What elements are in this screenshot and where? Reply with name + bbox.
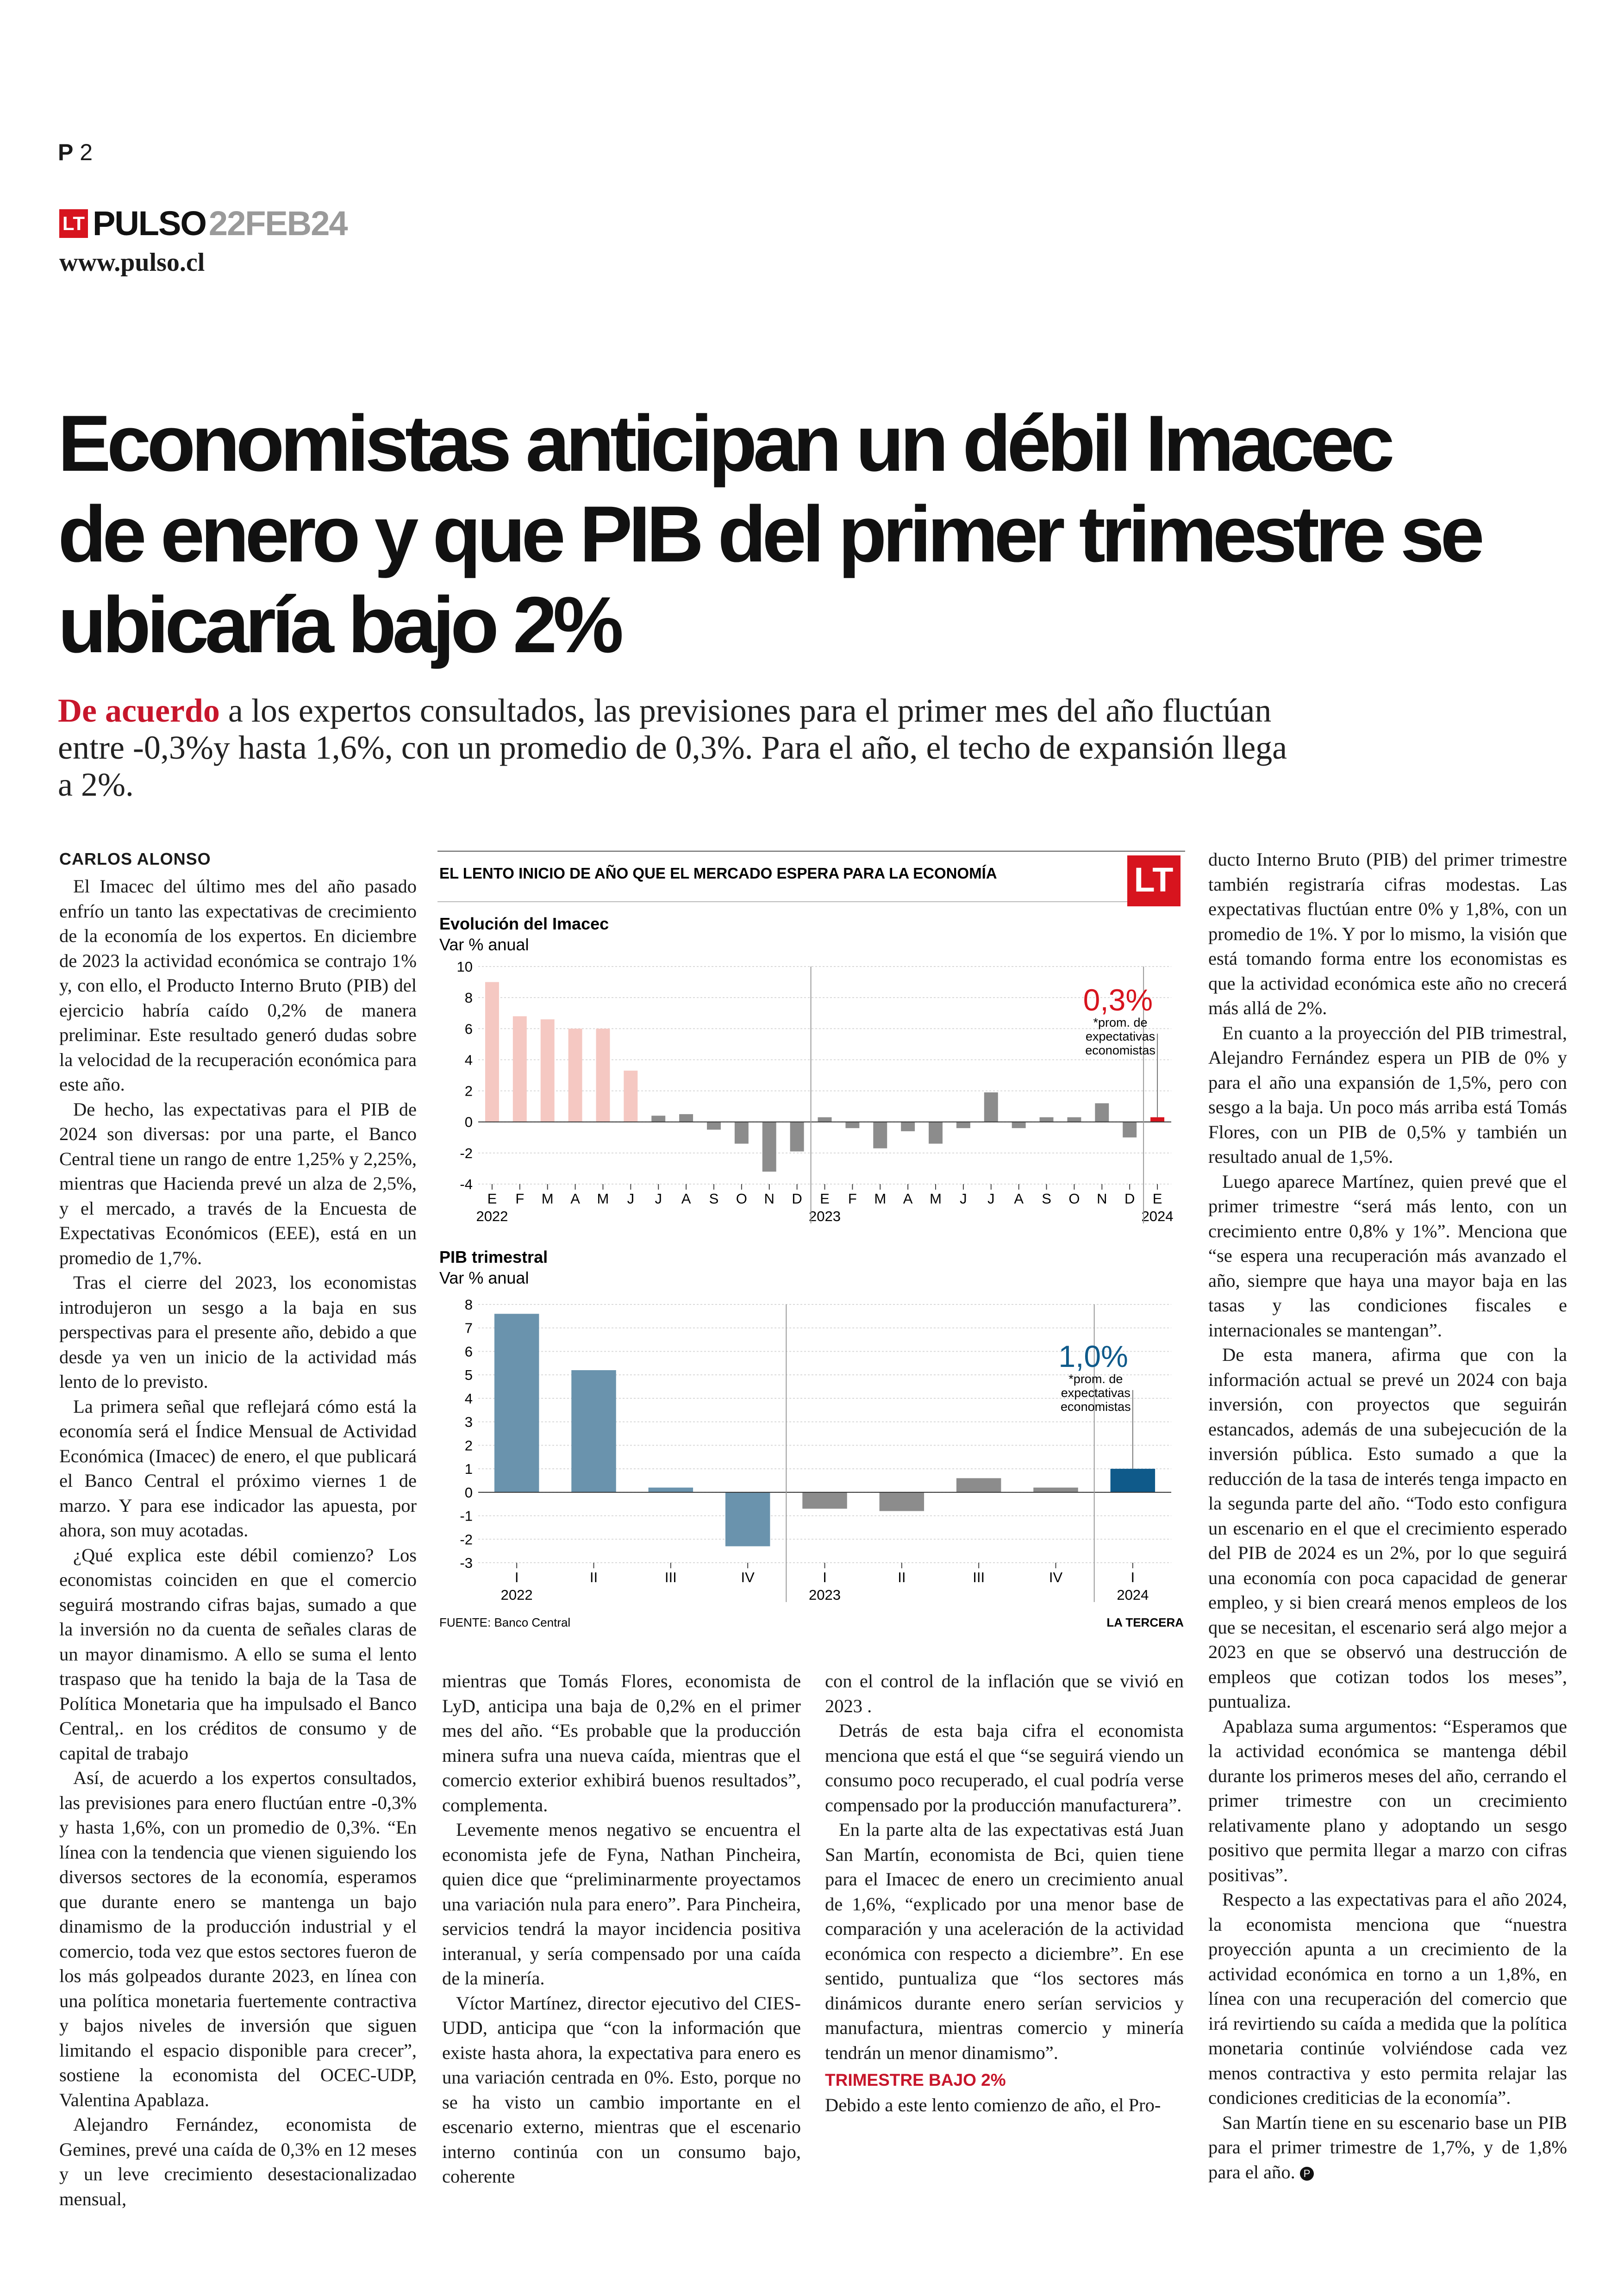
x-tick-label: F [848, 1191, 857, 1207]
bar [956, 1478, 1001, 1492]
x-tick-label: O [736, 1191, 747, 1207]
x-tick-label: J [655, 1191, 662, 1207]
x-tick-label: M [541, 1191, 554, 1207]
byline: CARLOS ALONSO [59, 849, 211, 868]
x-tick-label: I [1131, 1569, 1135, 1585]
x-tick-label: S [1042, 1191, 1051, 1207]
bar [568, 1029, 582, 1122]
x-tick-label: N [1097, 1191, 1107, 1207]
x-tick-label: F [515, 1191, 525, 1207]
x-tick-label: III [664, 1569, 677, 1585]
y-tick-label: 10 [456, 959, 473, 975]
paragraph: En cuanto a la proyección del PIB trimestral, Alejandro Fernández espera un PIB de 0% y para el año una expansión de 1,5%, pero con sesgo a la baja. Un poco más arriba está Tomás Flores, con un PIB de 0,5% y también un resultado anual de 1,5%. [1208, 1022, 1567, 1167]
y-tick-label: 7 [464, 1320, 473, 1336]
bar [873, 1122, 887, 1148]
x-tick-label: I [823, 1569, 827, 1585]
source-note: FUENTE: Banco Central [439, 1615, 571, 1629]
x-tick-label: II [589, 1569, 598, 1585]
y-tick-label: 2 [464, 1437, 473, 1454]
year-label: 2023 [809, 1587, 841, 1603]
paragraph: Detrás de esta baja cifra el economista menciona que está el que “se seguirá viendo un consumo poco recuperado, el cual podría verse compensado por la producción manufacturera”. [825, 1720, 1184, 1815]
x-tick-label: IV [1049, 1569, 1063, 1585]
x-tick-label: A [570, 1191, 580, 1207]
paragraph: De esta manera, afirma que con la información actual se prevé un 2024 con baja inversión, con proyectos que seguirán estancados, además de una subejecución de la inversión pública. Esto sumado a que la reducción de la tasa de interés tenga impacto en la segunda parte del año. “Todo esto configura un escenario en el que el crecimiento esperado del PIB de 2024 es un 2%, por lo que seguirá una economía con poca capacidad de generar empleo, y si bien creará menos empleos de los que se necesitan, el escenario será algo mejor a 2023 en que se observó una destrucción de empleos que cotizan todos los meses”, puntualiza. [1208, 1344, 1567, 1712]
chart-1-ylabel: Var % anual [439, 935, 529, 954]
chart-2-title: PIB trimestral [439, 1247, 548, 1266]
annotation-note: *prom. de [1093, 1016, 1148, 1029]
paragraph: San Martín tiene en su escenario base un PIB para el primer trimestre de 1,7%, y de 1,8% para el año. P [1208, 2112, 1567, 2183]
bar [818, 1117, 832, 1122]
bar [725, 1492, 770, 1547]
bar [1067, 1117, 1081, 1122]
x-tick-label: III [973, 1569, 985, 1585]
y-tick-label: -2 [460, 1531, 473, 1548]
x-tick-label: J [627, 1191, 635, 1207]
graphic-logo-text: LT [1134, 861, 1174, 899]
end-of-article-icon: P [1300, 2167, 1314, 2181]
bar [1012, 1122, 1026, 1128]
year-label: 2024 [1141, 1208, 1174, 1224]
masthead [59, 204, 347, 243]
bar [1033, 1488, 1078, 1492]
paragraph: En la parte alta de las expectativas está Juan San Martín, economista de Bci, quien tiene para el Imacec de enero un crecimiento anual de 1,6%, “explicado por una menor base de comparación y una aceleración de la actividad económica con respecto a diciembre”. En ese sentido, puntualiza que “los sectores más dinámicos durante enero serían servicios y manufactura, mientras comercio y minería tendrán un menor dinamismo”. [825, 1819, 1184, 2063]
x-tick-label: D [1124, 1191, 1135, 1207]
paragraph: ¿Qué explica este débil comienzo? Los economistas coinciden en que el comercio seguirá mostrando cifras bajas, sumado a que la inversión no da cuenta de señales claras de un mayor dinamismo. A ello se suma el lento traspaso que ha tenido la baja de la Tasa de Política Monetaria que ha impulsado el Banco Central,. en los créditos de consumo y de capital de trabajo [59, 1544, 417, 1764]
paragraph: Luego aparece Martínez, quien prevé que el primer trimestre “será más lento, con un crecimiento entre 0,8% y 1%”. Menciona que “se espera una recuperación más avanzado el año, siempre que haya una mayor baja en las tasas y las condiciones fiscales e internacionales se mantengan”. [1208, 1171, 1567, 1341]
y-tick-label: 2 [464, 1083, 473, 1099]
annotation-note: economistas [1061, 1400, 1131, 1414]
article-column-2 [442, 1669, 801, 2189]
bar [649, 1488, 693, 1492]
bar [790, 1122, 804, 1152]
y-tick-label: 0 [464, 1114, 473, 1130]
infographic [437, 851, 1185, 1638]
paragraph: Debido a este lento comienzo de año, el Pro- [825, 2094, 1161, 2115]
bar [1040, 1117, 1054, 1122]
x-tick-label: II [898, 1569, 906, 1585]
annotation-value: 1,0% [1058, 1339, 1128, 1373]
paragraph: El Imacec del último mes del año pasado enfrío un tanto las expectativas de crecimiento de la economía de los expertos. En diciembre de 2023 la actividad económica se contrajo 1% y, con ello, el Producto Interno Bruto (PIB) del ejercicio habría caído 0,2% de manera preliminar. Este resultado generó dudas sobre la velocidad de la recuperación económica para este año. [59, 876, 417, 1095]
x-tick-label: M [930, 1191, 942, 1207]
graphic-credit: LA TERCERA [1106, 1615, 1184, 1629]
year-label: 2022 [476, 1208, 508, 1224]
annotation-note: economistas [1085, 1043, 1156, 1057]
x-tick-label: E [820, 1191, 830, 1207]
bar [984, 1092, 998, 1122]
y-tick-label: 4 [464, 1052, 473, 1068]
y-tick-label: -1 [460, 1508, 473, 1524]
bar [1150, 1117, 1164, 1122]
paragraph: Alejandro Fernández, economista de Gemines, prevé una caída de 0,3% en 12 meses y un leve crecimiento desestacionalizadao mensual, [59, 2114, 417, 2209]
paragraph: con el control de la inflación que se vivió en 2023 . [825, 1671, 1184, 1716]
y-tick-label: -3 [460, 1555, 473, 1571]
chart-2-ylabel: Var % anual [439, 1268, 529, 1287]
bar [1111, 1469, 1155, 1492]
x-tick-label: E [487, 1191, 497, 1207]
bar [735, 1122, 749, 1144]
x-tick-label: D [792, 1191, 802, 1207]
website-url[interactable]: www.pulso.cl [59, 248, 205, 277]
x-tick-label: A [1014, 1191, 1024, 1207]
article-column-1 [59, 874, 417, 2211]
headline: Economistas anticipan un débil Imacec de enero y que PIB del primer trimestre se ubicaría bajo 2% [58, 399, 1480, 669]
bar [1123, 1122, 1137, 1138]
bar [494, 1314, 539, 1492]
bar [901, 1122, 915, 1131]
subheading: TRIMESTRE BAJO 2% [825, 2070, 1006, 2089]
lede-text: a los expertos consultados, las previsiones para el primer mes del año fluctúan entre -0,3%y hasta 1,6%, con un promedio de 0,3%. Para el año, el techo de expansión llega a 2%. [58, 692, 1287, 803]
annotation-note: expectativas [1086, 1029, 1156, 1043]
page-number: P 2 [58, 139, 93, 165]
imacec-bar-chart [457, 959, 1174, 1224]
annotation-note: *prom. de [1068, 1372, 1123, 1386]
paragraph: Tras el cierre del 2023, los economistas introdujeron un sesgo a la baja en sus perspectivas para el presente año, debido a que desde ya ven un inicio de la actividad más lento de lo previsto. [59, 1272, 417, 1392]
year-label: 2022 [500, 1587, 533, 1603]
y-tick-label: -2 [460, 1145, 473, 1161]
x-tick-label: A [903, 1191, 913, 1207]
y-tick-label: 6 [464, 1021, 473, 1037]
bar [1095, 1103, 1109, 1122]
y-tick-label: 4 [464, 1390, 473, 1407]
x-tick-label: J [960, 1191, 967, 1207]
bar [762, 1122, 776, 1172]
x-tick-label: S [709, 1191, 719, 1207]
x-tick-label: N [764, 1191, 775, 1207]
year-label: 2024 [1117, 1587, 1149, 1603]
bar [707, 1122, 721, 1130]
paragraph: De hecho, las expectativas para el PIB de 2024 son diversas: por una parte, el Banco Central tiene un rango de entre 1,25% y 2,25%, mientras que Hacienda prevé un alza de 2,5%, y el mercado, a través de la Encuesta de Expectativas Económicos (EEE), está en un promedio de 1,7%. [59, 1098, 417, 1268]
paragraph: Así, de acuerdo a los expertos consultados, las previsiones para enero fluctúan entre -0,3% y hasta 1,6%, con un promedio de 0,3%. “En línea con la tendencia que vienen siguiendo los diversos sectores de la economía, esperamos que durante enero se mantenga un bajo dinamismo de la producción industrial y el comercio, toda vez que estos sectores fueron de los más golpeados durante 2023, en línea con una política monetaria fuertemente contractiva y bajos niveles de inversión que siguen limitando el espacio disponible para crecer”, sostiene la economista del OCEC-UDP, Valentina Apablaza. [59, 1767, 417, 2110]
annotation-value: 0,3% [1083, 983, 1153, 1017]
bar [571, 1370, 616, 1492]
y-tick-label: 1 [464, 1461, 473, 1478]
x-tick-label: A [681, 1191, 691, 1207]
x-tick-label: O [1068, 1191, 1080, 1207]
y-tick-label: 8 [464, 1297, 473, 1313]
x-tick-label: M [597, 1191, 609, 1207]
paragraph: ducto Interno Bruto (PIB) del primer trimestre también registraría cifras modestas. Las expectativas fluctúan entre 0% y 1,8%, con un promedio de 1%. Y por lo mismo, la visión que está tomando forma entre los economistas es que la actividad económica este año no crecerá más allá de 2%. [1208, 849, 1567, 1018]
y-tick-label: 0 [464, 1484, 473, 1501]
article-column-3 [825, 1669, 1184, 2117]
graphic-title: EL LENTO INICIO DE AÑO QUE EL MERCADO ESPERA PARA LA ECONOMÍA [439, 865, 997, 882]
chart-1-title: Evolución del Imacec [439, 914, 609, 933]
bar [845, 1122, 859, 1128]
annotation-note: expectativas [1061, 1386, 1131, 1400]
paragraph: Víctor Martínez, director ejecutivo del CIES-UDD, anticipa que “con la información que existe hasta ahora, la expectativa para enero es una variación centrada en 0%. Esto, porque no se ha visto un cambio importante en el escenario externo, mientras que el escenario interno continúa con un consumo bajo, coherente [442, 1992, 801, 2187]
year-label: 2023 [809, 1208, 841, 1224]
y-tick-label: 3 [464, 1414, 473, 1430]
pib-bar-chart [460, 1297, 1171, 1603]
x-tick-label: IV [741, 1569, 755, 1585]
lede [58, 692, 1308, 803]
bar [541, 1019, 555, 1122]
paragraph: Apablaza suma argumentos: “Esperamos que la actividad económica se mantenga débil durante los primeros meses del año, cerrando el primer trimestre con un crecimiento relativamente plano y adoptando un sesgo positivo que permita llegar a marzo con cifras positivas”. [1208, 1715, 1567, 1885]
x-tick-label: J [987, 1191, 995, 1207]
y-tick-label: 8 [464, 990, 473, 1006]
bar [651, 1116, 665, 1122]
bar [485, 982, 499, 1122]
x-tick-label: E [1152, 1191, 1162, 1207]
article-column-4 [1208, 847, 1567, 2184]
y-tick-label: -4 [460, 1176, 473, 1192]
issue-date: 22FEB24 [208, 204, 347, 243]
lede-kicker: De acuerdo [58, 692, 220, 729]
paragraph: mientras que Tomás Flores, economista de LyD, anticipa una baja de 0,2% en el primer mes del año. “Es probable que la producción minera sufra una nueva caída, mientras que el comercio exterior exhibirá buenos resultados”, complementa. [442, 1671, 801, 1815]
y-tick-label: 6 [464, 1343, 473, 1360]
bar [513, 1016, 527, 1122]
y-tick-label: 5 [464, 1367, 473, 1384]
bar [802, 1492, 847, 1509]
paragraph: Levemente menos negativo se encuentra el economista jefe de Fyna, Nathan Pincheira, quien dice que “preliminarmente proyectamos una variación nula para enero”. Para Pincheira, servicios tendrá la mayor incidencia positiva interanual, y sería compensado por una caída de la minería. [442, 1819, 801, 1989]
paragraph: La primera señal que reflejará cómo está la economía será el Índice Mensual de Actividad Económica (Imacec) de enero, el que publicará el Banco Central el próximo viernes 1 de marzo. Y para ese indicador las apuesta, por ahora, son muy acotadas. [59, 1396, 417, 1540]
section-name: PULSO [93, 204, 206, 243]
x-tick-label: I [514, 1569, 519, 1585]
paragraph: Respecto a las expectativas para el año 2024, la economista menciona que “nuestra proyección apunta a un crecimiento de la actividad económica en torno a un 1,8%, en línea con una recuperación del comercio que irá revirtiendo su caída a medida que la política monetaria continúe volviéndose cada vez menos contractiva y esto permita relajar las condiciones crediticias de la economía”. [1208, 1889, 1567, 2108]
x-tick-label: M [874, 1191, 887, 1207]
la-tercera-logo: LT [59, 209, 88, 238]
bar [956, 1122, 970, 1128]
bar [679, 1114, 693, 1122]
bar [929, 1122, 943, 1144]
bar [880, 1492, 924, 1511]
bar [596, 1029, 610, 1122]
bar [624, 1071, 637, 1122]
